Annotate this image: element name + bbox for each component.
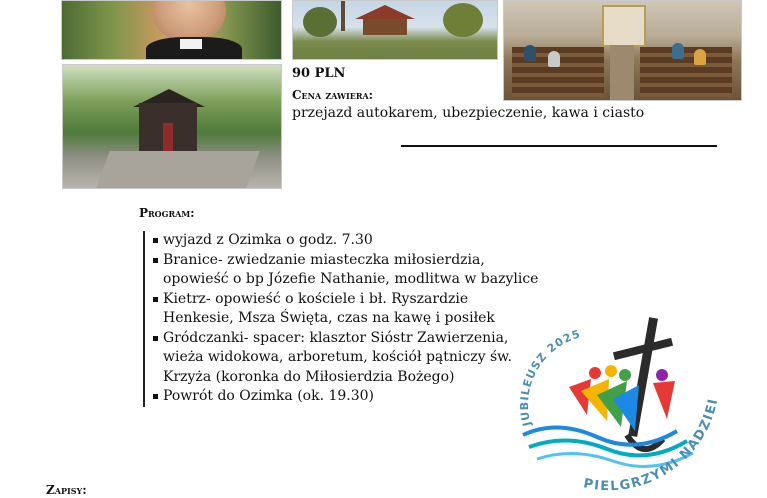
chapel-door <box>163 123 173 151</box>
photo-church-interior <box>503 0 742 101</box>
program-item: Kietrz- opowieść o kościele i bł. Ryszardzie Henkesie, Msza Święta, czas na kawę i posiłek <box>163 290 543 329</box>
price: 90 PLN <box>292 66 346 81</box>
signup-label: Zapisy: <box>46 483 87 497</box>
jubilee-logo <box>517 315 747 498</box>
logo-bottom-text: PIELGRZYMI NADZIEI <box>582 396 722 495</box>
pilgrim-body <box>653 381 675 419</box>
altar <box>602 5 646 47</box>
pilgrim-head <box>589 367 601 379</box>
gazebo-roof <box>355 5 415 19</box>
program-list <box>143 231 543 407</box>
person <box>548 51 560 67</box>
person <box>524 45 536 61</box>
pilgrim-head <box>656 369 668 381</box>
program-item: wyjazd z Ozimka o godz. 7.30 <box>163 231 543 251</box>
person <box>672 43 684 59</box>
pews-right <box>640 47 732 97</box>
tree <box>443 3 483 37</box>
aisle <box>610 45 634 101</box>
person <box>694 49 706 65</box>
gazebo <box>363 19 407 35</box>
photo-portrait <box>61 0 282 60</box>
photo-park-gazebo <box>292 0 498 60</box>
logo-top-text: JUBILEUSZ 2025 <box>518 327 583 428</box>
program-item: Branice- zwiedzanie miasteczka miłosierdzia, opowieść o bp Józefie Nathanie, modlitwa w bazylice <box>163 251 543 290</box>
program-item: Gródczanki- spacer: klasztor Sióstr Zawierzenia, wieża widokowa, arboretum, kościół pątniczy św. Krzyża (koronka do Miłosierdzia Bożego) <box>163 329 543 388</box>
tree <box>303 7 337 37</box>
program-item: Powrót do Ozimka (ok. 19.30) <box>163 387 543 407</box>
includes-label: Cena zawiera: <box>292 88 374 102</box>
photo-wooden-chapel <box>62 64 282 189</box>
pilgrim-head <box>605 365 617 377</box>
tower <box>341 1 345 31</box>
program-label: Program: <box>139 206 195 220</box>
pilgrim-head <box>619 369 631 381</box>
includes-text: przejazd autokarem, ubezpieczenie, kawa i ciasto <box>292 105 645 121</box>
path <box>96 151 259 188</box>
portrait-collar <box>180 39 202 49</box>
divider <box>401 145 717 147</box>
